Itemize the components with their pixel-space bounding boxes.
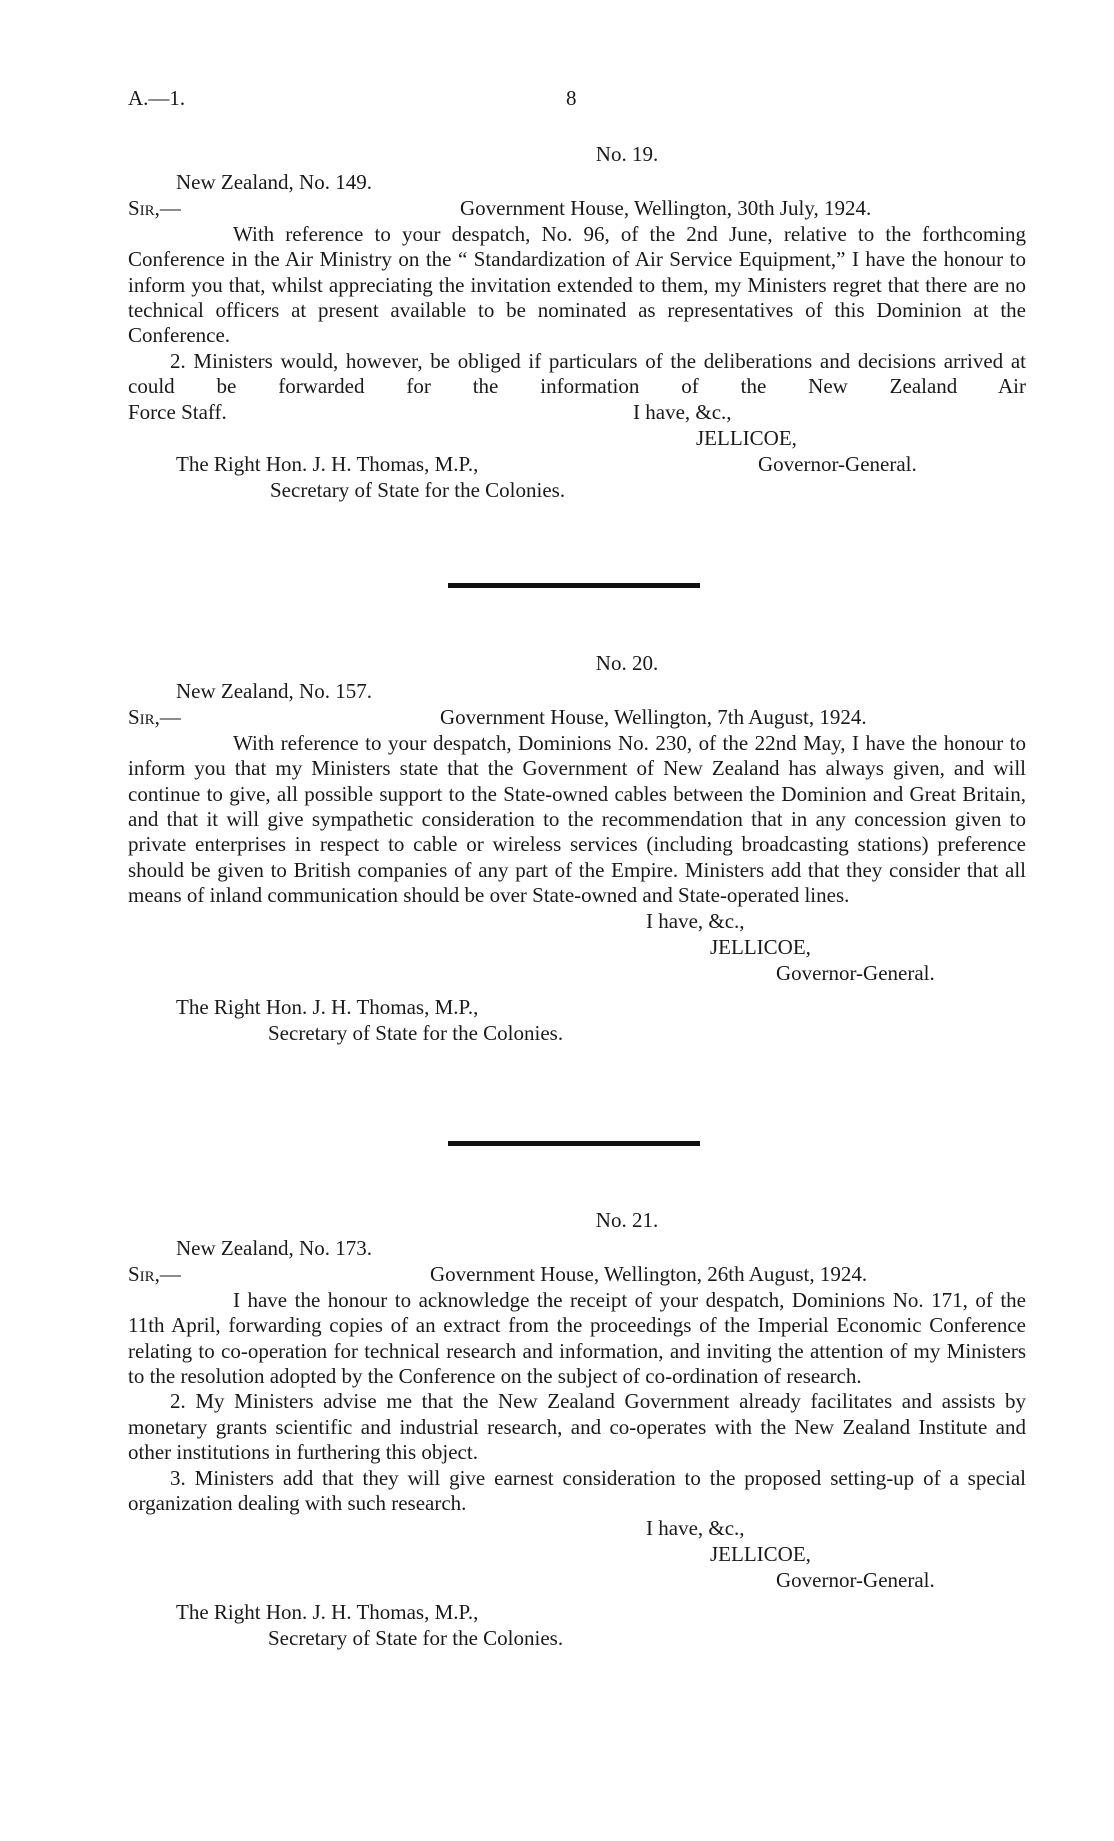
signatory-title-row: [128, 961, 1026, 987]
signature-row: [128, 1542, 1026, 1568]
addressee: The Right Hon. J. H. Thomas, M.P.,: [176, 1600, 479, 1625]
addressee-title: Secretary of State for the Colonies.: [268, 1626, 564, 1651]
signature-row: [128, 426, 1026, 452]
section-divider: [448, 583, 700, 588]
despatch-reference: New Zealand, No. 157.: [176, 679, 372, 704]
paragraph: With reference to your despatch, Dominions No. 230, of the 22nd May, I have the honour to inform you that my Ministers state that the Government of New Zealand has always given, and will continue to give, all possible support to the State-owned cables between the Dominion and Great Britain, and that it will give sympathetic consideration to the recommendation that in any concession given to private enterprises in respect to cable or wireless services (including broadcasting stations) preference should be given to British companies of any part of the Empire. Ministers add that they consider that all means of inland communication should be over State-owned and State-operated lines.: [128, 730, 1026, 908]
salutation: Sir,—: [128, 195, 181, 220]
paragraph: I have the honour to acknowledge the receipt of your despatch, Dominions No. 171, of the 11th April, forwarding copies of an extract from the proceedings of the Imperial Economic Conference relating to co-operation for technical research and information, and inviting the attention of my Ministers to the resolution adopted by the Conference on the subject of co-ordination of research.: [128, 1287, 1026, 1389]
page-header: [128, 86, 986, 116]
signatory-title: Governor-General.: [776, 1568, 935, 1593]
letter-no-19: [128, 142, 1026, 504]
despatch-reference: New Zealand, No. 173.: [176, 1236, 372, 1261]
salutation-row: [128, 1262, 1026, 1288]
letter-no-21: [128, 1208, 1026, 1652]
closing-row: [128, 909, 1026, 935]
addressee: The Right Hon. J. H. Thomas, M.P.,: [176, 994, 479, 1019]
document-reference: A.—1.: [128, 86, 186, 110]
salutation: Sir,—: [128, 704, 181, 729]
closing: I have, &c.,: [646, 1516, 745, 1541]
paragraph: 3. Ministers add that they will give earnest consideration to the proposed setting-up of a special organization dealing with such research.: [128, 1465, 1026, 1516]
signatory-title: Governor-General.: [776, 960, 935, 985]
addressee-block: [128, 452, 1026, 504]
last-line: Force Staff.: [128, 399, 227, 424]
paragraph: 2. Ministers would, however, be obliged if particulars of the deliberations and decisions arrived at could be forwarded for the information of the New Zealand Air: [128, 348, 1026, 399]
signature: JELLICOE,: [710, 1542, 811, 1567]
section-divider: [448, 1141, 700, 1146]
signatory-title: Governor-General.: [758, 451, 917, 476]
closing: I have, &c.,: [633, 399, 732, 424]
addressee: The Right Hon. J. H. Thomas, M.P.,: [176, 451, 479, 476]
closing-row: [128, 400, 1026, 426]
salutation-row: [128, 196, 1026, 222]
signatory-title-row: [128, 1568, 1026, 1594]
page-number: 8: [566, 86, 577, 110]
signature: JELLICOE,: [710, 934, 811, 959]
salutation-row: [128, 705, 1026, 731]
addressee-block: [128, 1600, 1026, 1652]
paragraph: With reference to your despatch, No. 96, of the 2nd June, relative to the forthcoming Conference in the Air Ministry on the “ Standardization of Air Service Equipment,” I have the honour to inform you that, whilst appreciating the invitation extended to them, my Ministers regret that there are no technical officers at present available to be nominated as representatives of this Dominion at the Conference.: [128, 221, 1026, 348]
letter-no-20: [128, 651, 1026, 1047]
closing: I have, &c.,: [646, 908, 745, 933]
letter-number: No. 21.: [595, 1208, 659, 1232]
addressee-title: Secretary of State for the Colonies.: [270, 477, 566, 502]
place-date: Government House, Wellington, 7th August, 1924.: [440, 704, 867, 729]
despatch-reference: New Zealand, No. 149.: [176, 170, 372, 195]
place-date: Government House, Wellington, 30th July, 1924.: [460, 195, 872, 220]
addressee-title: Secretary of State for the Colonies.: [268, 1020, 564, 1045]
closing-row: [128, 1516, 1026, 1542]
addressee-block: [128, 995, 1026, 1047]
place-date: Government House, Wellington, 26th August, 1924.: [430, 1261, 868, 1286]
paragraph: 2. My Ministers advise me that the New Zealand Government already facilitates and assists by monetary grants scientific and industrial research, and co-operates with the New Zealand Institute and other institutions in furthering this object.: [128, 1389, 1026, 1465]
signature: JELLICOE,: [696, 425, 797, 450]
letter-number: No. 20.: [595, 651, 659, 675]
letter-number: No. 19.: [595, 142, 659, 166]
salutation: Sir,—: [128, 1261, 181, 1286]
signature-row: [128, 935, 1026, 961]
